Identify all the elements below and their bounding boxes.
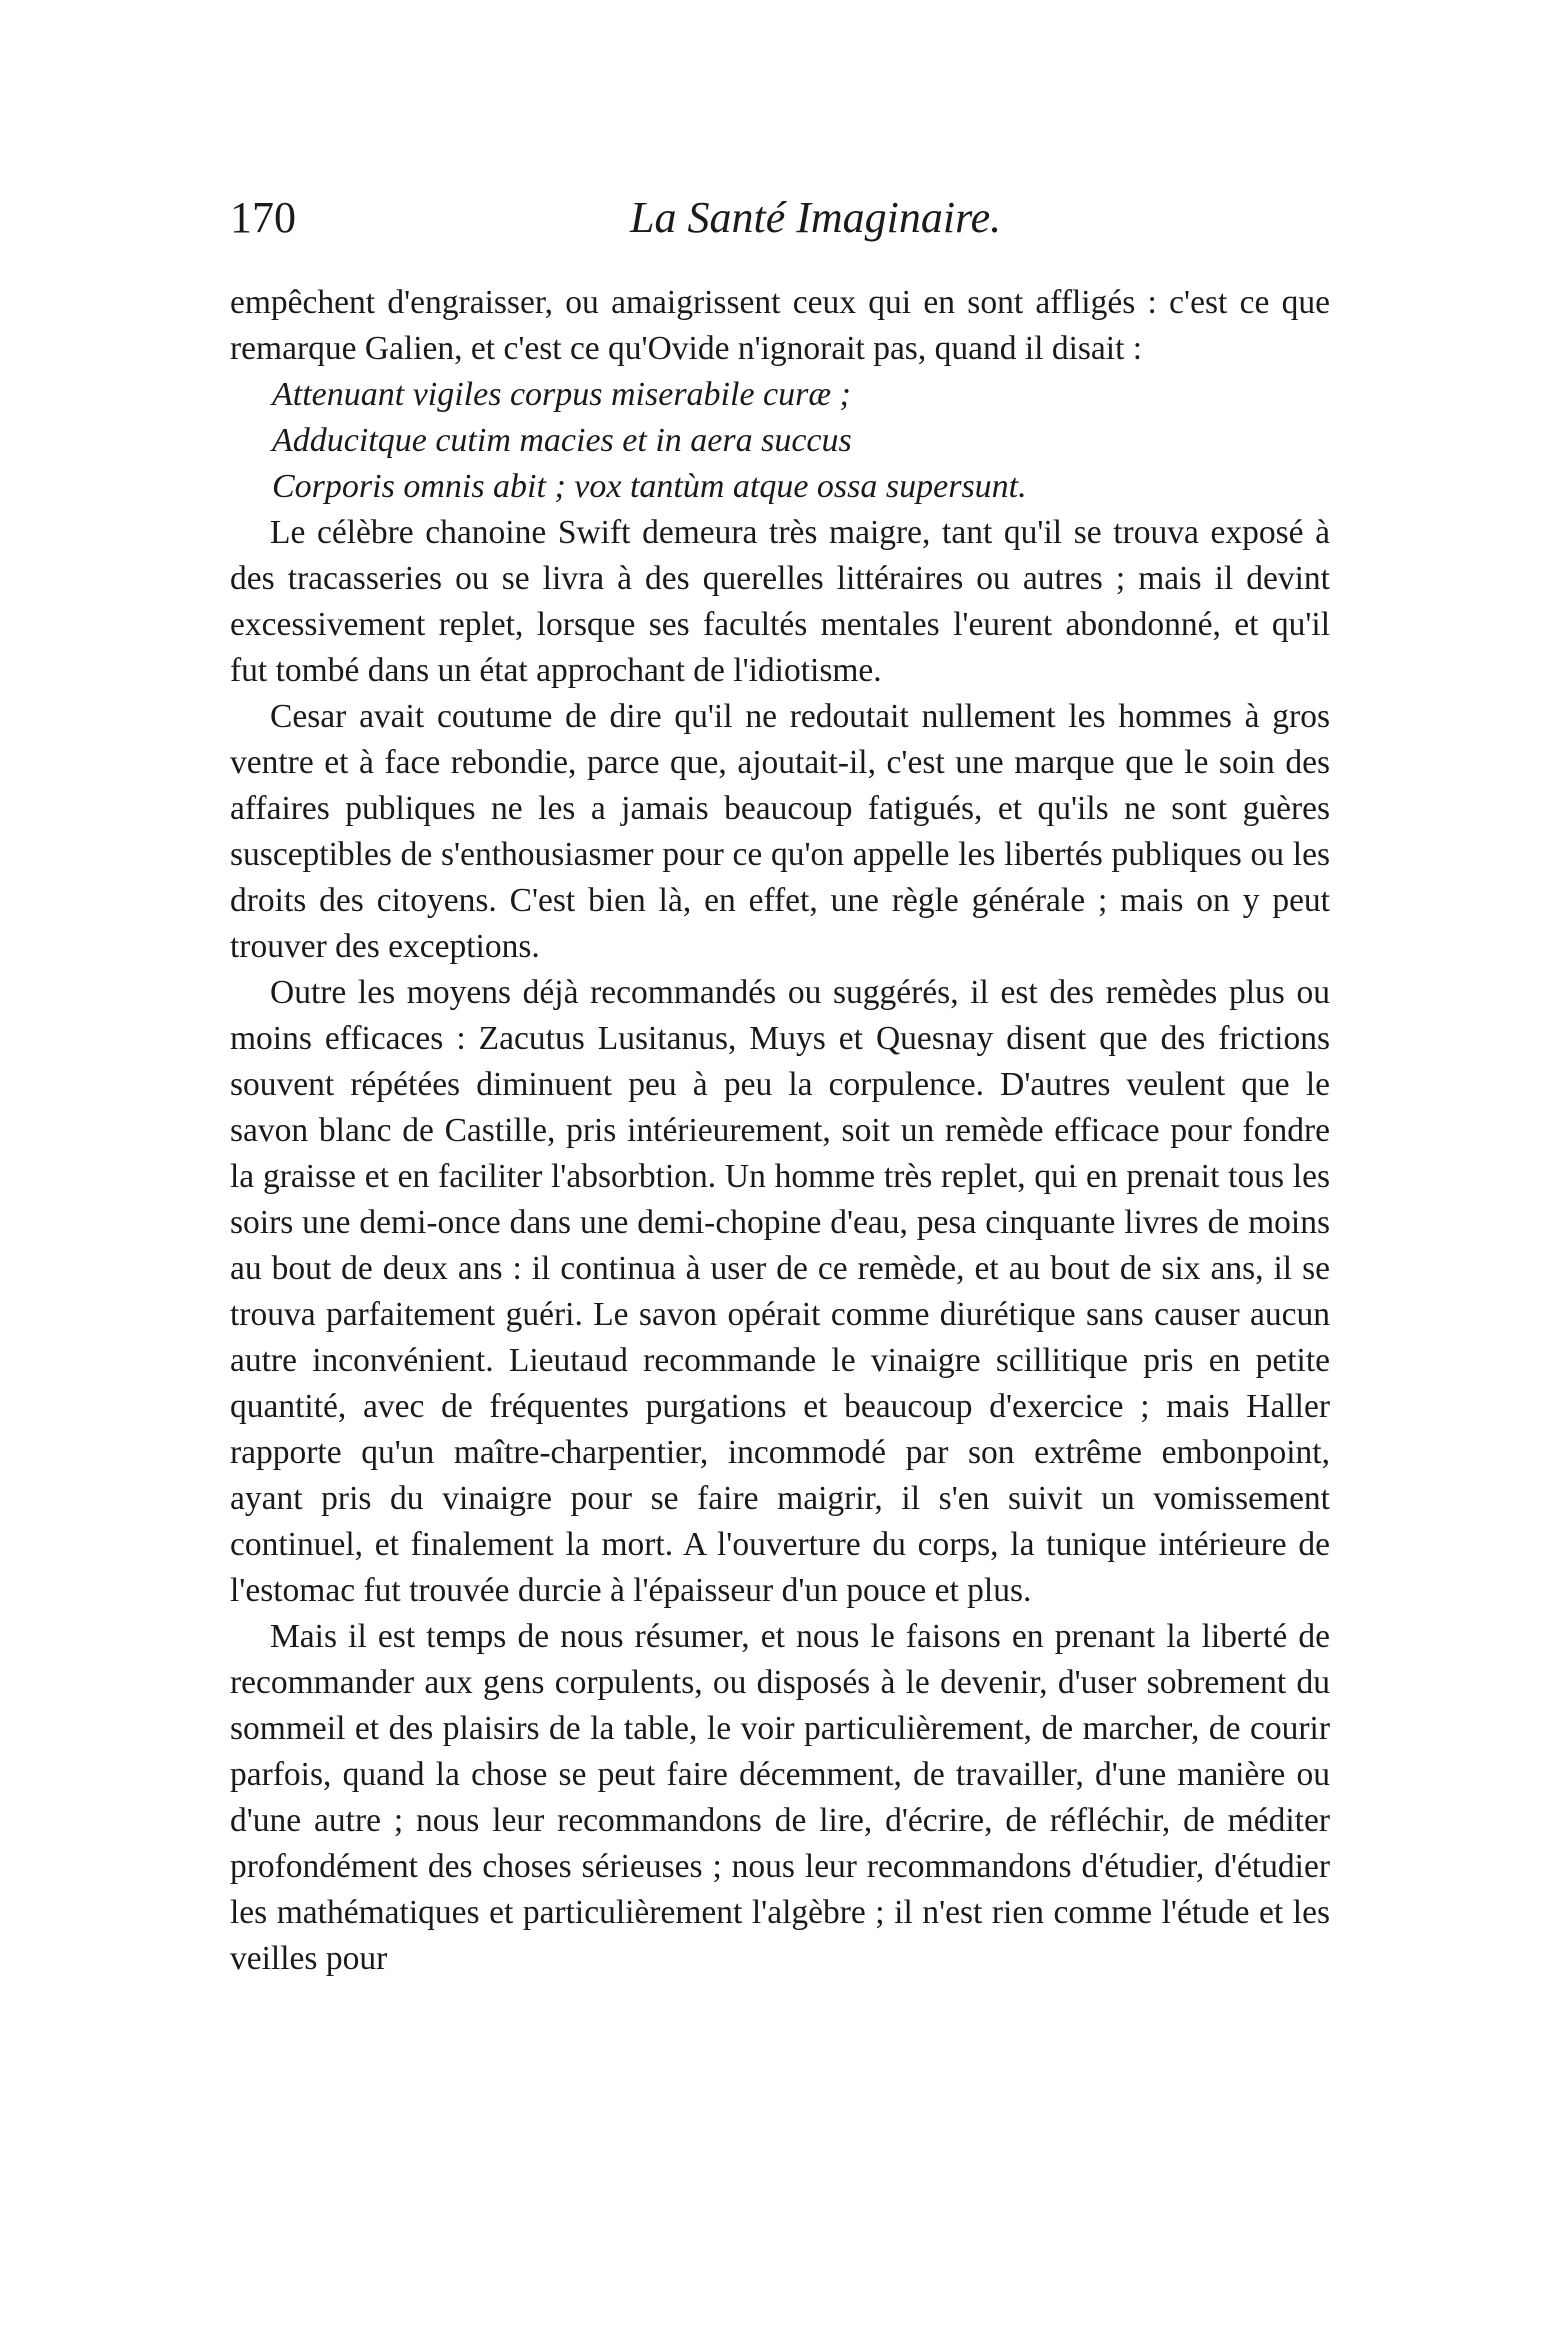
verse-line: Corporis omnis abit ; vox tantùm atque ossa supersunt. [272, 468, 1027, 505]
paragraph-continuation: empêchent d'engraisser, ou amaigrissent ceux qui en sont affligés : c'est ce que remarque Galien, et c'est ce qu'Ovide n'ignorait pas, quand il disait : [230, 284, 1330, 367]
running-head [230, 188, 1330, 258]
paragraph-remedies: Outre les moyens déjà recommandés ou suggérés, il est des remèdes plus ou moins efficaces : Zacutus Lusitanus, Muys et Quesnay disent que des frictions souvent répétées diminuent peu à peu la corpulence. D'autres veulent que le savon blanc de Castille, pris intérieurement, soit un remède efficace pour fondre la graisse et en faciliter l'absorbtion. Un homme très replet, qui en prenait tous les soirs une demi-once dans une demi-chopine d'eau, pesa cinquante livres de moins au bout de deux ans : il continua à user de ce remède, et au bout de six ans, il se trouva parfaitement guéri. Le savon opérait comme diurétique sans causer aucun autre inconvénient. Lieutaud recommande le vinaigre scillitique pris en petite quantité, avec de fréquentes purgations et beaucoup d'exercice ; mais Haller rapporte qu'un maître-charpentier, incommodé par son extrême embonpoint, ayant pris du vinaigre pour se faire maigrir, il s'en suivit un vomissement continuel, et finalement la mort. A l'ouverture du corps, la tunique intérieure de l'estomac fut trouvée durcie à l'épaisseur d'un pouce et plus. [230, 974, 1330, 1609]
running-title: La Santé Imaginaire. [630, 193, 1002, 242]
paragraph-swift: Le célèbre chanoine Swift demeura très maigre, tant qu'il se trouva exposé à des tracasseries ou se livra à des querelles littéraires ou autres ; mais il devint excessivement replet, lorsque ses facultés mentales l'eurent abondonné, et qu'il fut tombé dans un état approchant de l'idiotisme. [230, 514, 1330, 689]
body-text [230, 280, 1330, 1982]
latin-verse-quote [272, 372, 1330, 510]
page-number: 170 [230, 193, 296, 242]
paragraph-summary: Mais il est temps de nous résumer, et nous le faisons en prenant la liberté de recommander aux gens corpulents, ou disposés à le devenir, d'user sobrement du sommeil et des plaisirs de la table, le voir particulièrement, de marcher, de courir parfois, quand la chose se peut faire décemment, de travailler, d'une manière ou d'une autre ; nous leur recommandons de lire, d'écrire, de réfléchir, de méditer profondément des choses sérieuses ; nous leur recommandons d'étudier, d'étudier les mathématiques et particulièrement l'algèbre ; il n'est rien comme l'étude et les veilles pour [230, 1618, 1330, 1977]
verse-line: Adducitque cutim macies et in aera succus [272, 422, 852, 459]
verse-line: Attenuant vigiles corpus miserabile curæ ; [272, 376, 851, 413]
paragraph-cesar: Cesar avait coutume de dire qu'il ne redoutait nullement les hommes à gros ventre et à face rebondie, parce que, ajoutait-il, c'est une marque que le soin des affaires publiques ne les a jamais beaucoup fatigués, et qu'ils ne sont guères susceptibles de s'enthousiasmer pour ce qu'on appelle les libertés publiques ou les droits des citoyens. C'est bien là, en effet, une règle générale ; mais on y peut trouver des exceptions. [230, 698, 1330, 965]
book-page [230, 188, 1330, 1982]
